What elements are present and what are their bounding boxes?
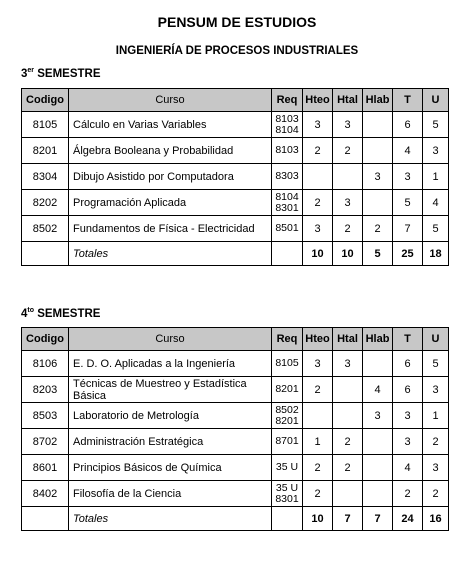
totals-req-empty	[272, 242, 303, 266]
cell-t: 6	[393, 112, 423, 138]
table-row	[22, 429, 449, 455]
course-name: Técnicas de Muestreo y Estadística Básica	[69, 377, 272, 403]
totals-row	[22, 242, 449, 266]
totals-row	[22, 507, 449, 531]
prerequisite-code: 8501	[275, 222, 299, 234]
course-prerequisites	[272, 481, 303, 507]
table-row	[22, 481, 449, 507]
prerequisite-code: 8303	[275, 170, 299, 182]
cell-u: 5	[423, 216, 449, 242]
total-hlab: 7	[363, 507, 393, 531]
header-req: Req	[272, 328, 303, 351]
header-u: U	[423, 328, 449, 351]
header-hteo: Hteo	[303, 328, 333, 351]
total-hteo: 10	[303, 242, 333, 266]
table-row	[22, 164, 449, 190]
cell-hteo	[303, 164, 333, 190]
course-prerequisites	[272, 112, 303, 138]
totals-req-empty	[272, 507, 303, 531]
header-req: Req	[272, 89, 303, 112]
total-t: 24	[393, 507, 423, 531]
semester-3-table	[21, 88, 449, 266]
course-name: Dibujo Asistido por Computadora	[69, 164, 272, 190]
semester-ordinal-suffix: er	[27, 67, 35, 75]
cell-hteo: 3	[303, 216, 333, 242]
course-prerequisites	[272, 216, 303, 242]
cell-htal	[333, 403, 363, 429]
program-subtitle: INGENIERÍA DE PROCESOS INDUSTRIALES	[115, 45, 359, 57]
prerequisite-code: 8104	[275, 123, 299, 136]
cell-t: 3	[393, 164, 423, 190]
course-code: 8203	[22, 377, 69, 403]
cell-t: 4	[393, 455, 423, 481]
cell-t: 7	[393, 216, 423, 242]
table-row	[22, 112, 449, 138]
course-code: 8601	[22, 455, 69, 481]
course-prerequisites	[272, 377, 303, 403]
cell-t: 2	[393, 481, 423, 507]
cell-hteo	[303, 403, 333, 429]
header-codigo: Codigo	[22, 328, 69, 351]
course-code: 8503	[22, 403, 69, 429]
course-prerequisites	[272, 138, 303, 164]
cell-htal	[333, 164, 363, 190]
cell-t: 4	[393, 138, 423, 164]
prerequisite-code: 8701	[275, 435, 299, 447]
semester-4-label	[21, 308, 100, 320]
total-hteo: 10	[303, 507, 333, 531]
course-name: Programación Aplicada	[69, 190, 272, 216]
course-prerequisites	[272, 190, 303, 216]
course-code: 8201	[22, 138, 69, 164]
cell-hteo: 3	[303, 112, 333, 138]
cell-htal	[333, 377, 363, 403]
course-code: 8402	[22, 481, 69, 507]
cell-u: 2	[423, 429, 449, 455]
totals-label: Totales	[69, 507, 272, 531]
total-hlab: 5	[363, 242, 393, 266]
cell-hteo: 2	[303, 377, 333, 403]
prerequisite-code: 8301	[275, 201, 299, 214]
course-name: Administración Estratégica	[69, 429, 272, 455]
course-prerequisites	[272, 351, 303, 377]
cell-t: 6	[393, 377, 423, 403]
cell-hteo: 1	[303, 429, 333, 455]
cell-u: 3	[423, 455, 449, 481]
totals-empty-cell	[22, 242, 69, 266]
course-name: Laboratorio de Metrología	[69, 403, 272, 429]
cell-t: 6	[393, 351, 423, 377]
cell-htal: 2	[333, 455, 363, 481]
cell-u: 4	[423, 190, 449, 216]
prerequisite-code: 8104	[275, 190, 299, 203]
header-curso: Curso	[69, 328, 272, 351]
prerequisite-code: 35 U	[275, 461, 299, 473]
table-header-row	[22, 89, 449, 112]
prerequisite-code: 8103	[275, 144, 299, 156]
header-u: U	[423, 89, 449, 112]
header-hlab: Hlab	[363, 328, 393, 351]
cell-hlab	[363, 138, 393, 164]
prerequisite-code: 8201	[275, 383, 299, 395]
course-prerequisites	[272, 429, 303, 455]
semester-4-table	[21, 327, 449, 531]
course-name: Principios Básicos de Química	[69, 455, 272, 481]
cell-u: 2	[423, 481, 449, 507]
course-code: 8105	[22, 112, 69, 138]
prerequisite-code: 8201	[275, 414, 299, 427]
cell-htal: 3	[333, 190, 363, 216]
cell-htal: 3	[333, 112, 363, 138]
totals-empty-cell	[22, 507, 69, 531]
course-name: Álgebra Booleana y Probabilidad	[69, 138, 272, 164]
cell-htal	[333, 481, 363, 507]
total-t: 25	[393, 242, 423, 266]
course-prerequisites	[272, 455, 303, 481]
course-code: 8502	[22, 216, 69, 242]
header-t: T	[393, 89, 423, 112]
header-curso: Curso	[69, 89, 272, 112]
course-code: 8106	[22, 351, 69, 377]
total-htal: 7	[333, 507, 363, 531]
header-codigo: Codigo	[22, 89, 69, 112]
cell-hteo: 2	[303, 455, 333, 481]
course-name: Fundamentos de Física - Electricidad	[69, 216, 272, 242]
cell-t: 5	[393, 190, 423, 216]
cell-htal: 3	[333, 351, 363, 377]
cell-u: 5	[423, 351, 449, 377]
cell-hteo: 2	[303, 481, 333, 507]
header-hlab: Hlab	[363, 89, 393, 112]
course-name: Filosofía de la Ciencia	[69, 481, 272, 507]
table-row	[22, 138, 449, 164]
course-prerequisites	[272, 164, 303, 190]
semester-word: SEMESTRE	[34, 308, 101, 320]
header-t: T	[393, 328, 423, 351]
cell-hlab	[363, 112, 393, 138]
total-htal: 10	[333, 242, 363, 266]
cell-hlab	[363, 455, 393, 481]
semester-number: 3	[21, 68, 28, 80]
course-code: 8202	[22, 190, 69, 216]
header-htal: Htal	[333, 89, 363, 112]
semester-3-label	[21, 68, 101, 80]
total-u: 16	[423, 507, 449, 531]
cell-hlab	[363, 351, 393, 377]
prerequisite-code: 35 U	[275, 481, 299, 494]
cell-t: 3	[393, 429, 423, 455]
course-name: E. D. O. Aplicadas a la Ingeniería	[69, 351, 272, 377]
cell-t: 3	[393, 403, 423, 429]
semester-word: SEMESTRE	[34, 68, 101, 80]
cell-hlab: 3	[363, 403, 393, 429]
semester-number: 4	[21, 308, 28, 320]
cell-hteo: 2	[303, 190, 333, 216]
cell-u: 1	[423, 164, 449, 190]
cell-hteo: 3	[303, 351, 333, 377]
header-hteo: Hteo	[303, 89, 333, 112]
cell-u: 1	[423, 403, 449, 429]
cell-hlab	[363, 190, 393, 216]
cell-u: 5	[423, 112, 449, 138]
prerequisite-code: 8103	[275, 112, 299, 125]
table-row	[22, 190, 449, 216]
table-header-row	[22, 328, 449, 351]
course-name: Cálculo en Varias Variables	[69, 112, 272, 138]
page-title: PENSUM DE ESTUDIOS	[157, 14, 317, 30]
table-row	[22, 216, 449, 242]
table-row	[22, 455, 449, 481]
cell-u: 3	[423, 138, 449, 164]
course-code: 8702	[22, 429, 69, 455]
cell-hlab: 2	[363, 216, 393, 242]
header-htal: Htal	[333, 328, 363, 351]
course-code: 8304	[22, 164, 69, 190]
totals-label: Totales	[69, 242, 272, 266]
cell-hteo: 2	[303, 138, 333, 164]
cell-hlab: 4	[363, 377, 393, 403]
table-row	[22, 377, 449, 403]
cell-u: 3	[423, 377, 449, 403]
cell-htal: 2	[333, 138, 363, 164]
table-row	[22, 403, 449, 429]
prerequisite-code: 8502	[275, 403, 299, 416]
total-u: 18	[423, 242, 449, 266]
semester-ordinal-suffix: to	[27, 307, 35, 315]
cell-hlab	[363, 481, 393, 507]
cell-hlab: 3	[363, 164, 393, 190]
cell-hlab	[363, 429, 393, 455]
prerequisite-code: 8301	[275, 492, 299, 505]
cell-htal: 2	[333, 429, 363, 455]
cell-htal: 2	[333, 216, 363, 242]
course-prerequisites	[272, 403, 303, 429]
table-row	[22, 351, 449, 377]
prerequisite-code: 8105	[275, 357, 299, 369]
